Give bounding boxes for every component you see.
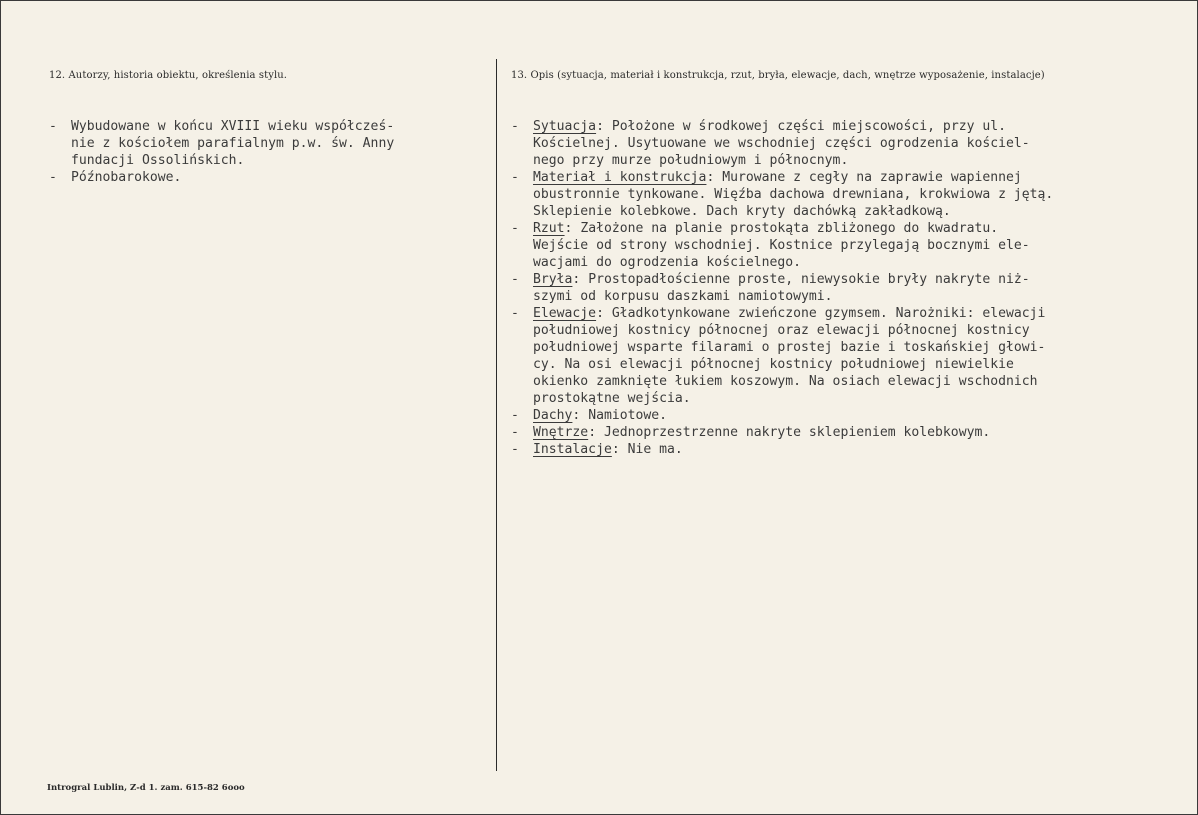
entry-text [533, 407, 667, 424]
text-line [533, 169, 1053, 186]
text-line: okienko zamknięte łukiem koszowym. Na osiach elewacji wschodnich [533, 374, 1038, 389]
dash-marker: - [49, 119, 57, 134]
dash-marker: - [511, 442, 519, 457]
text-line: prostokątne wejścia. [533, 391, 691, 406]
dash-marker: - [511, 408, 519, 423]
text-line: Kościelnej. Usytuowane we wschodniej części ogrodzenia kościel- [533, 136, 1030, 151]
list-item [511, 305, 1191, 407]
text-line: nie z kościołem parafialnym p.w. św. Anny [71, 136, 395, 151]
entry-text [533, 271, 1030, 305]
text-line: szymi od korpusu daszkami namiotowymi. [533, 289, 833, 304]
entry-text [71, 118, 394, 169]
section-term: Wnętrze [533, 425, 589, 440]
list-item [49, 118, 489, 169]
text-line [533, 271, 1030, 288]
text-line: nego przy murze południowym i północnym. [533, 153, 849, 168]
section-text: : Gładkotynkowane zwieńczone gzymsem. Narożniki: elewacji [596, 306, 1046, 321]
list-item [511, 220, 1191, 271]
section-text: : Założone na planie prostokąta zbliżonego do kwadratu. [564, 221, 999, 236]
section-term: Elewacje [533, 306, 597, 321]
dash-marker: - [511, 306, 519, 321]
section-text: : Jednoprzestrzenne nakryte sklepieniem kolebkowym. [588, 425, 991, 440]
section-term: Instalacje [533, 442, 612, 457]
left-heading: 12. Autorzy, historia obiektu, określenia stylu. [49, 70, 288, 81]
text-line: wacjami do ogrodzenia kościelnego. [533, 255, 802, 270]
list-item [511, 407, 1191, 424]
dash-marker: - [511, 221, 519, 236]
text-line [533, 441, 683, 458]
dash-marker: - [511, 425, 519, 440]
entry-text [533, 220, 1030, 271]
text-line [533, 220, 1030, 237]
text-line [533, 407, 667, 424]
list-item [511, 424, 1191, 441]
dash-marker: - [511, 272, 519, 287]
text-line: południowej wsparte filarami o prostej bazie i toskańskiej głowi- [533, 340, 1046, 355]
entry-text [533, 305, 1045, 407]
section-term: Sytuacja [533, 119, 597, 134]
entry-text [71, 169, 181, 186]
right-heading: 13. Opis (sytuacja, materiał i konstrukcja, rzut, bryła, elewacje, dach, wnętrze wyposażenie, instalacje) [511, 70, 1045, 81]
text-line: fundacji Ossolińskich. [71, 153, 245, 168]
section-term: Dachy [533, 408, 573, 423]
dash-marker: - [49, 170, 57, 185]
column-divider [496, 59, 497, 771]
entry-text [533, 118, 1030, 169]
text-line: Późnobarokowe. [71, 170, 182, 185]
list-item [511, 271, 1191, 305]
list-item [49, 169, 489, 186]
text-line: Sklepienie kolebkowe. Dach kryty dachówką zakładkową. [533, 204, 951, 219]
section-text: : Nie ma. [611, 442, 683, 457]
dash-marker: - [511, 170, 519, 185]
section-text: : Położone w środkowej części miejscowości, przy ul. [596, 119, 1006, 134]
section-text: : Prostopadłościenne proste, niewysokie bryły nakryte niż- [572, 272, 1030, 287]
section-text: : Murowane z cegły na zaprawie wapiennej [706, 170, 1022, 185]
section-term: Materiał i konstrukcja [533, 170, 707, 185]
text-line [533, 118, 1030, 135]
left-column [49, 118, 489, 186]
entry-text [533, 169, 1053, 220]
entry-text [533, 424, 990, 441]
section-text: : Namiotowe. [572, 408, 668, 423]
list-item [511, 169, 1191, 220]
list-item [511, 441, 1191, 458]
entry-text [533, 441, 683, 458]
section-term: Bryła [533, 272, 573, 287]
right-column [511, 118, 1191, 458]
text-line: cy. Na osi elewacji północnej kostnicy południowej niewielkie [533, 357, 1014, 372]
text-line: Wybudowane w końcu XVIII wieku współcześ- [71, 119, 395, 134]
text-line [533, 305, 1045, 322]
printer-imprint: Introgral Lublin, Z-d 1. zam. 615-82 6ooo [47, 783, 245, 793]
text-line: obustronnie tynkowane. Więźba dachowa drewniana, krokwiowa z jętą. [533, 187, 1054, 202]
section-term: Rzut [533, 221, 565, 236]
text-line [533, 424, 990, 441]
dash-marker: - [511, 119, 519, 134]
text-line: południowej kostnicy północnej oraz elewacji północnej kostnicy [533, 323, 1030, 338]
text-line: Wejście od strony wschodniej. Kostnice przylegają bocznymi ele- [533, 238, 1030, 253]
list-item [511, 118, 1191, 169]
